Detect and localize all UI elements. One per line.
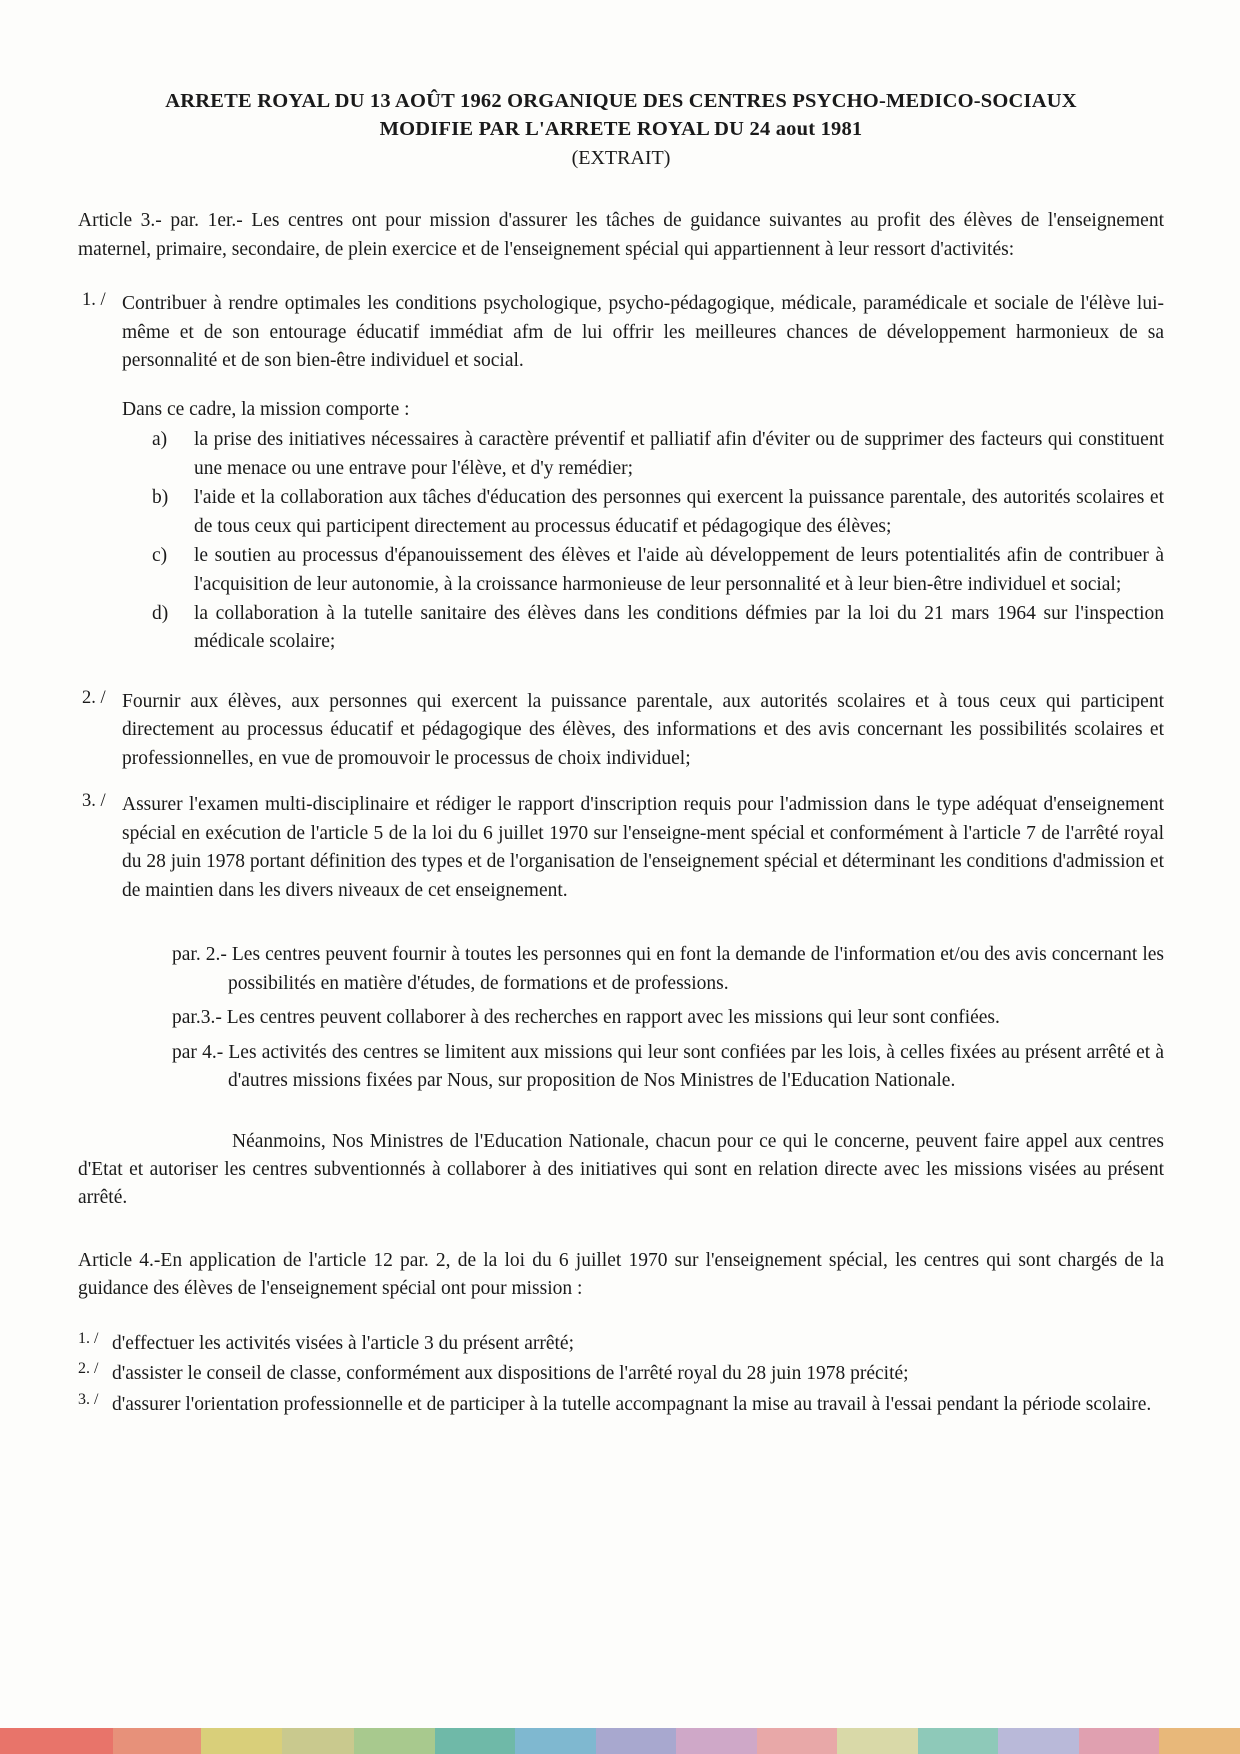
- paragraph-item: [172, 1004, 1164, 1032]
- sub-list: [122, 426, 1164, 657]
- sub-item-text: l'aide et la collaboration aux tâches d'éducation des personnes qui exercent la puissance parentale, des autorités scolaires et de tous ceux qui participent directement au processus éducatif et pédagogique des élèves;: [194, 487, 1164, 537]
- list-item-marker: 1. /: [82, 290, 106, 311]
- article-4-list: [78, 1330, 1164, 1419]
- neanmoins-block: [78, 1128, 1164, 1213]
- title-line-3: (EXTRAIT): [571, 147, 671, 170]
- sub-item-label: b): [152, 487, 169, 509]
- list-item-text: d'assister le conseil de classe, conformément aux dispositions de l'arrêté royal du 28 juin 1978 précité;: [112, 1363, 909, 1385]
- list-item-marker: 3. /: [78, 1390, 99, 1408]
- color-swatch: [998, 1728, 1079, 1754]
- paragraph-item: [172, 941, 1164, 998]
- article-4-block: [78, 1247, 1164, 1304]
- list-item: [122, 600, 1164, 657]
- list-item: [78, 1360, 1164, 1388]
- list-item-text: Fournir aux élèves, aux personnes qui exercent la puissance parentale, aux autorités scolaires et à tous ceux qui participent directement au processus éducatif et pédagogique des élèves, des informations et des avis concernant les possibilités scolaires et professionnelles, en vue de promouvoir le processus de choix individuel;: [122, 690, 1164, 769]
- paragraph-text: [172, 941, 1164, 998]
- color-swatch: [757, 1728, 838, 1754]
- scanner-color-bar: [0, 1728, 1240, 1754]
- paragraph-text-line: par 4.- Les activités des centres se limitent aux missions qui leur sont confiées par les lois, à celles fixées au présent arrêté et à d'autres missions fixées par Nous, sur proposition de Nos Ministres de l'Education Nationale.: [172, 1041, 1164, 1092]
- color-swatch: [282, 1728, 354, 1754]
- paragraph-block: [172, 941, 1164, 1095]
- paragraph-text: [172, 1039, 1164, 1096]
- list-item-body: [122, 290, 1164, 658]
- color-swatch: [0, 1728, 113, 1754]
- list-item: [78, 1391, 1164, 1419]
- sub-item-label: d): [152, 602, 169, 624]
- title-line-2: MODIFIE PAR L'ARRETE ROYAL DU 24 aout 1981: [379, 117, 863, 140]
- intro-paragraph: Article 3.- par. 1er.- Les centres ont pour mission d'assurer les tâches de guidance suivantes au profit des élèves de l'enseignement maternel, primaire, secondaire, de plein exercice et de l'enseignement spécial qui appartiennent à leur ressort d'activités:: [78, 210, 1164, 260]
- list-item-marker: 3. /: [82, 791, 106, 812]
- list-item-text: Assurer l'examen multi-disciplinaire et rédiger le rapport d'inscription requis pour l'admission dans le type adéquat d'enseignement spécial en exécution de l'article 5 de la loi du 6 juillet 1970 sur l'enseigne-ment spécial et conformément à l'article 7 de l'arrêté royal du 28 juin 1978 portant définition des types et de l'organisation de l'enseignement spécial et déterminant les conditions d'admission et de maintien dans les divers niveaux de cet enseignement.: [122, 794, 1164, 901]
- color-swatch: [113, 1728, 202, 1754]
- title-line-1: ARRETE ROYAL DU 13 AOÛT 1962 ORGANIQUE DES CENTRES PSYCHO-MEDICO-SOCIAUX: [165, 90, 1077, 112]
- list-item-marker: 2. /: [78, 1360, 99, 1378]
- paragraph-text-line: par.3.- Les centres peuvent collaborer à des recherches en rapport avec les missions qui leur sont confiées.: [172, 1007, 1000, 1029]
- color-swatch: [1079, 1728, 1160, 1754]
- neanmoins-paragraph: Néanmoins, Nos Ministres de l'Education Nationale, chacun pour ce qui le concerne, peuvent faire appel aux centres d'Etat et autoriser les centres subventionnés à collaborer à des initiatives qui sont en relation directe avec les missions visées au présent arrêté.: [78, 1130, 1164, 1209]
- sub-item-label: c): [152, 545, 168, 567]
- color-swatch: [596, 1728, 677, 1754]
- color-swatch: [918, 1728, 999, 1754]
- list-item-text: d'effectuer les activités visées à l'article 3 du présent arrêté;: [112, 1332, 574, 1354]
- list-item-body: [122, 791, 1164, 905]
- document-title-block: [78, 88, 1164, 173]
- list-item: [78, 688, 1164, 773]
- sub-item-text: le soutien au processus d'épanouissement des élèves et l'aide aù développement de leurs potentialités afin de contribuer à l'acquisition de leur autonomie, à la croissance harmonieuse de leur personnalité et à leur bien-être individuel et social;: [194, 545, 1164, 595]
- list-item: [78, 791, 1164, 905]
- list-item: [78, 290, 1164, 658]
- color-swatch: [354, 1728, 435, 1754]
- color-swatch: [435, 1728, 516, 1754]
- mission-list: [78, 290, 1164, 905]
- list-item: [78, 1330, 1164, 1358]
- sub-item-label: a): [152, 429, 168, 451]
- color-swatch: [837, 1728, 918, 1754]
- list-item: [122, 542, 1164, 599]
- color-swatch: [201, 1728, 282, 1754]
- article-4-intro: Article 4.-En application de l'article 12 par. 2, de la loi du 6 juillet 1970 sur l'enseignement spécial, les centres qui sont chargés de la guidance des élèves de l'enseignement spécial ont pour mission :: [78, 1249, 1164, 1300]
- color-swatch: [1159, 1728, 1240, 1754]
- paragraph-text-line: par. 2.- Les centres peuvent fournir à toutes les personnes qui en font la demande de l'information et/ou des avis concernant les possibilités en matière d'études, de formations et de professions.: [172, 944, 1164, 994]
- list-item-body: [122, 688, 1164, 773]
- list-item-text: Contribuer à rendre optimales les conditions psychologique, psycho-pédagogique, médicale, paramédicale et sociale de l'élève lui-même et de son entourage éducatif immédiat afm de lui offrir les meilleures chances de développement harmonieux de sa personnalité et de son bien-être individuel et social.: [122, 293, 1164, 372]
- sub-item-text: la collaboration à la tutelle sanitaire des élèves dans les conditions défmies par la loi du 21 mars 1964 sur l'inspection médicale scolaire;: [194, 602, 1164, 653]
- list-item-marker: 1. /: [78, 1329, 99, 1347]
- sub-item-text: la prise des initiatives nécessaires à caractère préventif et palliatif afin d'éviter ou de supprimer des facteurs qui constituent une menace ou une entrave pour l'élève, et d'y remédier;: [194, 429, 1164, 479]
- sub-intro-text: Dans ce cadre, la mission comporte :: [122, 398, 410, 420]
- list-item: [122, 484, 1164, 541]
- list-item-marker: 2. /: [82, 687, 106, 708]
- list-item: [122, 426, 1164, 483]
- document-content: [78, 88, 1164, 1421]
- paragraph-text: [172, 1004, 1164, 1032]
- color-swatch: [515, 1728, 596, 1754]
- color-swatch: [676, 1728, 757, 1754]
- list-item-text: d'assurer l'orientation professionnelle et de participer à la tutelle accompagnant la mise au travail à l'essai pendant la période scolaire.: [112, 1393, 1152, 1415]
- paragraph-item: [172, 1039, 1164, 1096]
